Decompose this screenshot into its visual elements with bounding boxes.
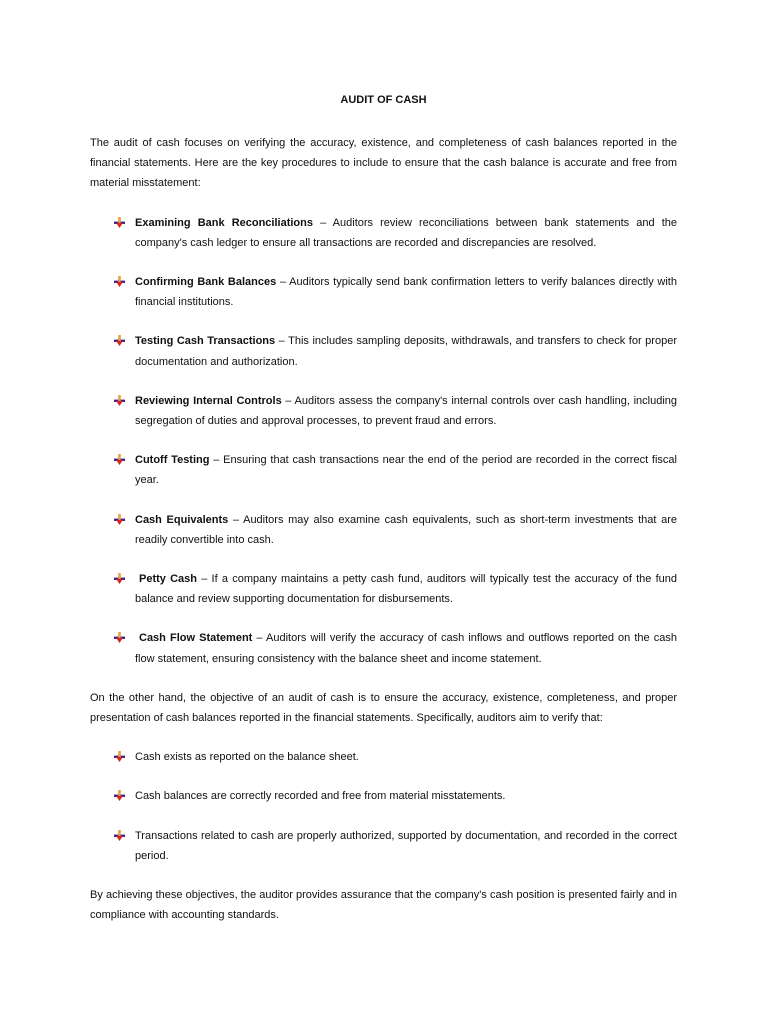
document-title: AUDIT OF CASH <box>340 94 427 106</box>
down-arrow-bullet-icon <box>114 632 125 643</box>
objective-text: Transactions related to cash are properly authorized, supported by documentation, and recorded in the correct period. <box>135 829 677 862</box>
procedure-term: Cash Flow Statement <box>139 632 253 645</box>
procedure-text: – Auditors typically send bank confirmation letters to verify balances directly with financial institutions. <box>135 276 677 309</box>
down-arrow-bullet-icon <box>114 790 125 801</box>
procedure-item <box>90 628 677 668</box>
procedure-item <box>90 391 677 431</box>
procedure-item <box>90 331 677 371</box>
objective-item <box>90 826 677 866</box>
down-arrow-bullet-icon <box>114 573 125 584</box>
procedure-term: Petty Cash <box>139 573 198 586</box>
intro-paragraph: The audit of cash focuses on verifying the accuracy, existence, and completeness of cash balances reported in the financial statements. Here are the key procedures to include to ensure that the cash balance is accurate and free from material misstatement: <box>90 137 677 190</box>
procedure-term: Confirming Bank Balances <box>135 276 277 289</box>
procedures-list <box>90 213 677 669</box>
document-body <box>90 86 677 944</box>
procedure-item <box>90 450 677 490</box>
down-arrow-bullet-icon <box>114 514 125 525</box>
down-arrow-bullet-icon <box>114 454 125 465</box>
objectives-list <box>90 747 677 866</box>
procedure-text: – Auditors may also examine cash equivalents, such as short-term investments that are readily convertible into cash. <box>135 513 677 546</box>
procedure-text: – This includes sampling deposits, withdrawals, and transfers to check for proper documentation and authorization. <box>135 335 677 368</box>
procedure-term: Cutoff Testing <box>135 454 210 467</box>
procedure-item <box>90 272 677 312</box>
procedure-text: – Auditors review reconciliations between bank statements and the company's cash ledger to ensure all transactions are recorded and discrepancies are resolved. <box>135 216 677 249</box>
objective-text: Cash balances are correctly recorded and free from material misstatements. <box>135 790 506 803</box>
objective-item <box>90 786 677 806</box>
procedure-text: – Auditors will verify the accuracy of cash inflows and outflows reported on the cash flow statement, ensuring consistency with the balance sheet and income statement. <box>135 632 677 665</box>
procedure-item <box>90 213 677 253</box>
objective-text: Cash exists as reported on the balance sheet. <box>135 751 359 764</box>
conclusion-paragraph: By achieving these objectives, the auditor provides assurance that the company's cash position is presented fairly and in compliance with accounting standards. <box>90 889 677 922</box>
down-arrow-bullet-icon <box>114 395 125 406</box>
down-arrow-bullet-icon <box>114 335 125 346</box>
objective-item <box>90 747 677 767</box>
down-arrow-bullet-icon <box>114 217 125 228</box>
procedure-term: Reviewing Internal Controls <box>135 394 282 407</box>
procedure-item <box>90 510 677 550</box>
procedure-term: Cash Equivalents <box>135 513 229 526</box>
procedure-text: – If a company maintains a petty cash fund, auditors will typically test the accuracy of the fund balance and review supporting documentation for disbursements. <box>135 573 677 606</box>
procedure-text: – Ensuring that cash transactions near the end of the period are recorded in the correct fiscal year. <box>135 454 677 487</box>
down-arrow-bullet-icon <box>114 830 125 841</box>
procedure-term: Testing Cash Transactions <box>135 335 276 348</box>
procedure-text: – Auditors assess the company's internal controls over cash handling, including segregation of duties and approval processes, to prevent fraud and errors. <box>135 394 677 428</box>
down-arrow-bullet-icon <box>114 276 125 287</box>
procedure-term: Examining Bank Reconciliations <box>135 216 313 229</box>
procedure-item <box>90 569 677 609</box>
down-arrow-bullet-icon <box>114 751 125 762</box>
objective-paragraph: On the other hand, the objective of an audit of cash is to ensure the accuracy, existence, completeness, and proper presentation of cash balances reported in the financial statements. Specifically, auditors aim to verify that: <box>90 691 677 725</box>
